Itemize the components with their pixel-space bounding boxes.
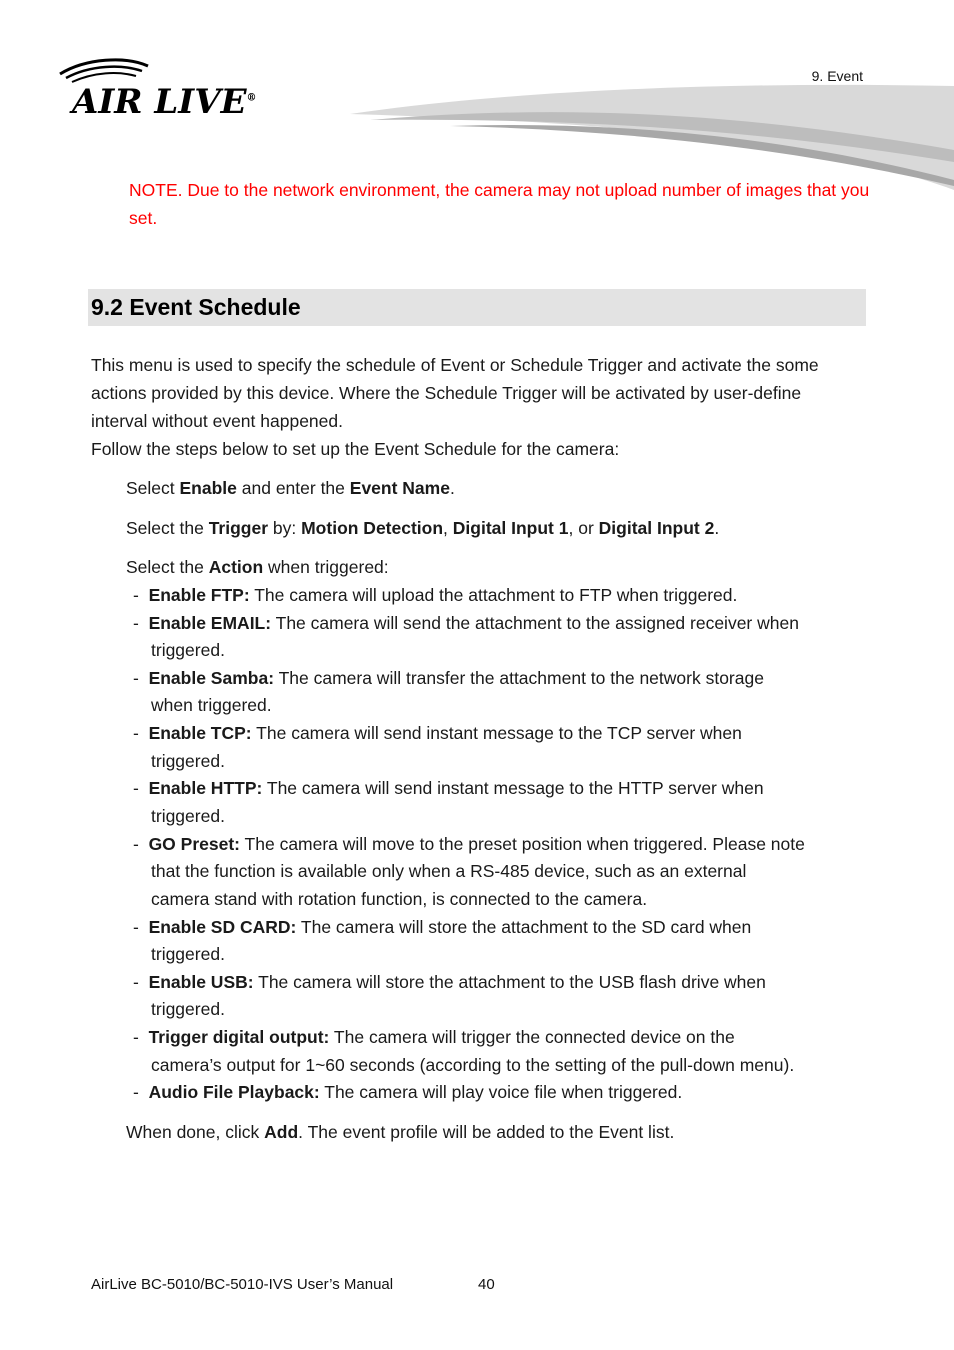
action-item: - Enable TCP: The camera will send instant message to the TCP server when [133,723,742,743]
action-item-continued: that the function is available only when a RS-485 device, such as an external [151,861,747,881]
action-item: - Enable FTP: The camera will upload the attachment to FTP when triggered. [133,585,738,605]
action-item-continued: triggered. [151,999,225,1019]
footer-page-number: 40 [478,1276,495,1293]
action-item: - Enable USB: The camera will store the attachment to the USB flash drive when [133,972,766,992]
step-action: Select the Action when triggered: [126,557,389,577]
action-item: - Enable EMAIL: The camera will send the attachment to the assigned receiver when [133,613,799,633]
action-item: - Enable Samba: The camera will transfer the attachment to the network storage [133,668,764,688]
action-item-continued: camera stand with rotation function, is connected to the camera. [151,889,648,909]
step-add: When done, click Add. The event profile will be added to the Event list. [126,1122,675,1142]
action-item: - Trigger digital output: The camera will trigger the connected device on the [133,1027,735,1047]
section-header [88,289,866,326]
note-text: NOTE. Due to the network environment, the camera may not upload number of images that you set. [129,180,870,228]
intro-paragraph [91,351,861,463]
action-item-continued: triggered. [151,944,225,964]
footer-manual-title: AirLive BC-5010/BC-5010-IVS User’s Manual [91,1276,394,1293]
logo-wordmark: AIR LIVE® [72,82,257,122]
action-item-continued: triggered. [151,806,225,826]
intro-text: This menu is used to specify the schedule of Event or Schedule Trigger and activate the some actions provided by this device. Where the Schedule Trigger will be activated by user-define interval without event happened. [91,355,819,431]
action-item-continued: camera’s output for 1~60 seconds (according to the setting of the pull-down menu). [151,1055,795,1075]
action-item: - Enable SD CARD: The camera will store the attachment to the SD card when [133,917,752,937]
action-item: - Enable HTTP: The camera will send instant message to the HTTP server when [133,778,764,798]
action-item: - Audio File Playback: The camera will play voice file when triggered. [133,1082,683,1102]
section-title: 9.2 Event Schedule [91,294,301,320]
step-enable: Select Enable and enter the Event Name. [126,478,455,498]
airlive-logo [56,56,286,126]
chapter-label: 9. Event [811,68,863,84]
action-item: - GO Preset: The camera will move to the preset position when triggered. Please note [133,834,805,854]
intro-steps-lead: Follow the steps below to set up the Event Schedule for the camera: [91,439,620,459]
action-item-continued: triggered. [151,640,225,660]
action-item-continued: when triggered. [151,695,272,715]
action-item-continued: triggered. [151,751,225,771]
step-trigger: Select the Trigger by: Motion Detection, Digital Input 1, or Digital Input 2. [126,518,720,538]
